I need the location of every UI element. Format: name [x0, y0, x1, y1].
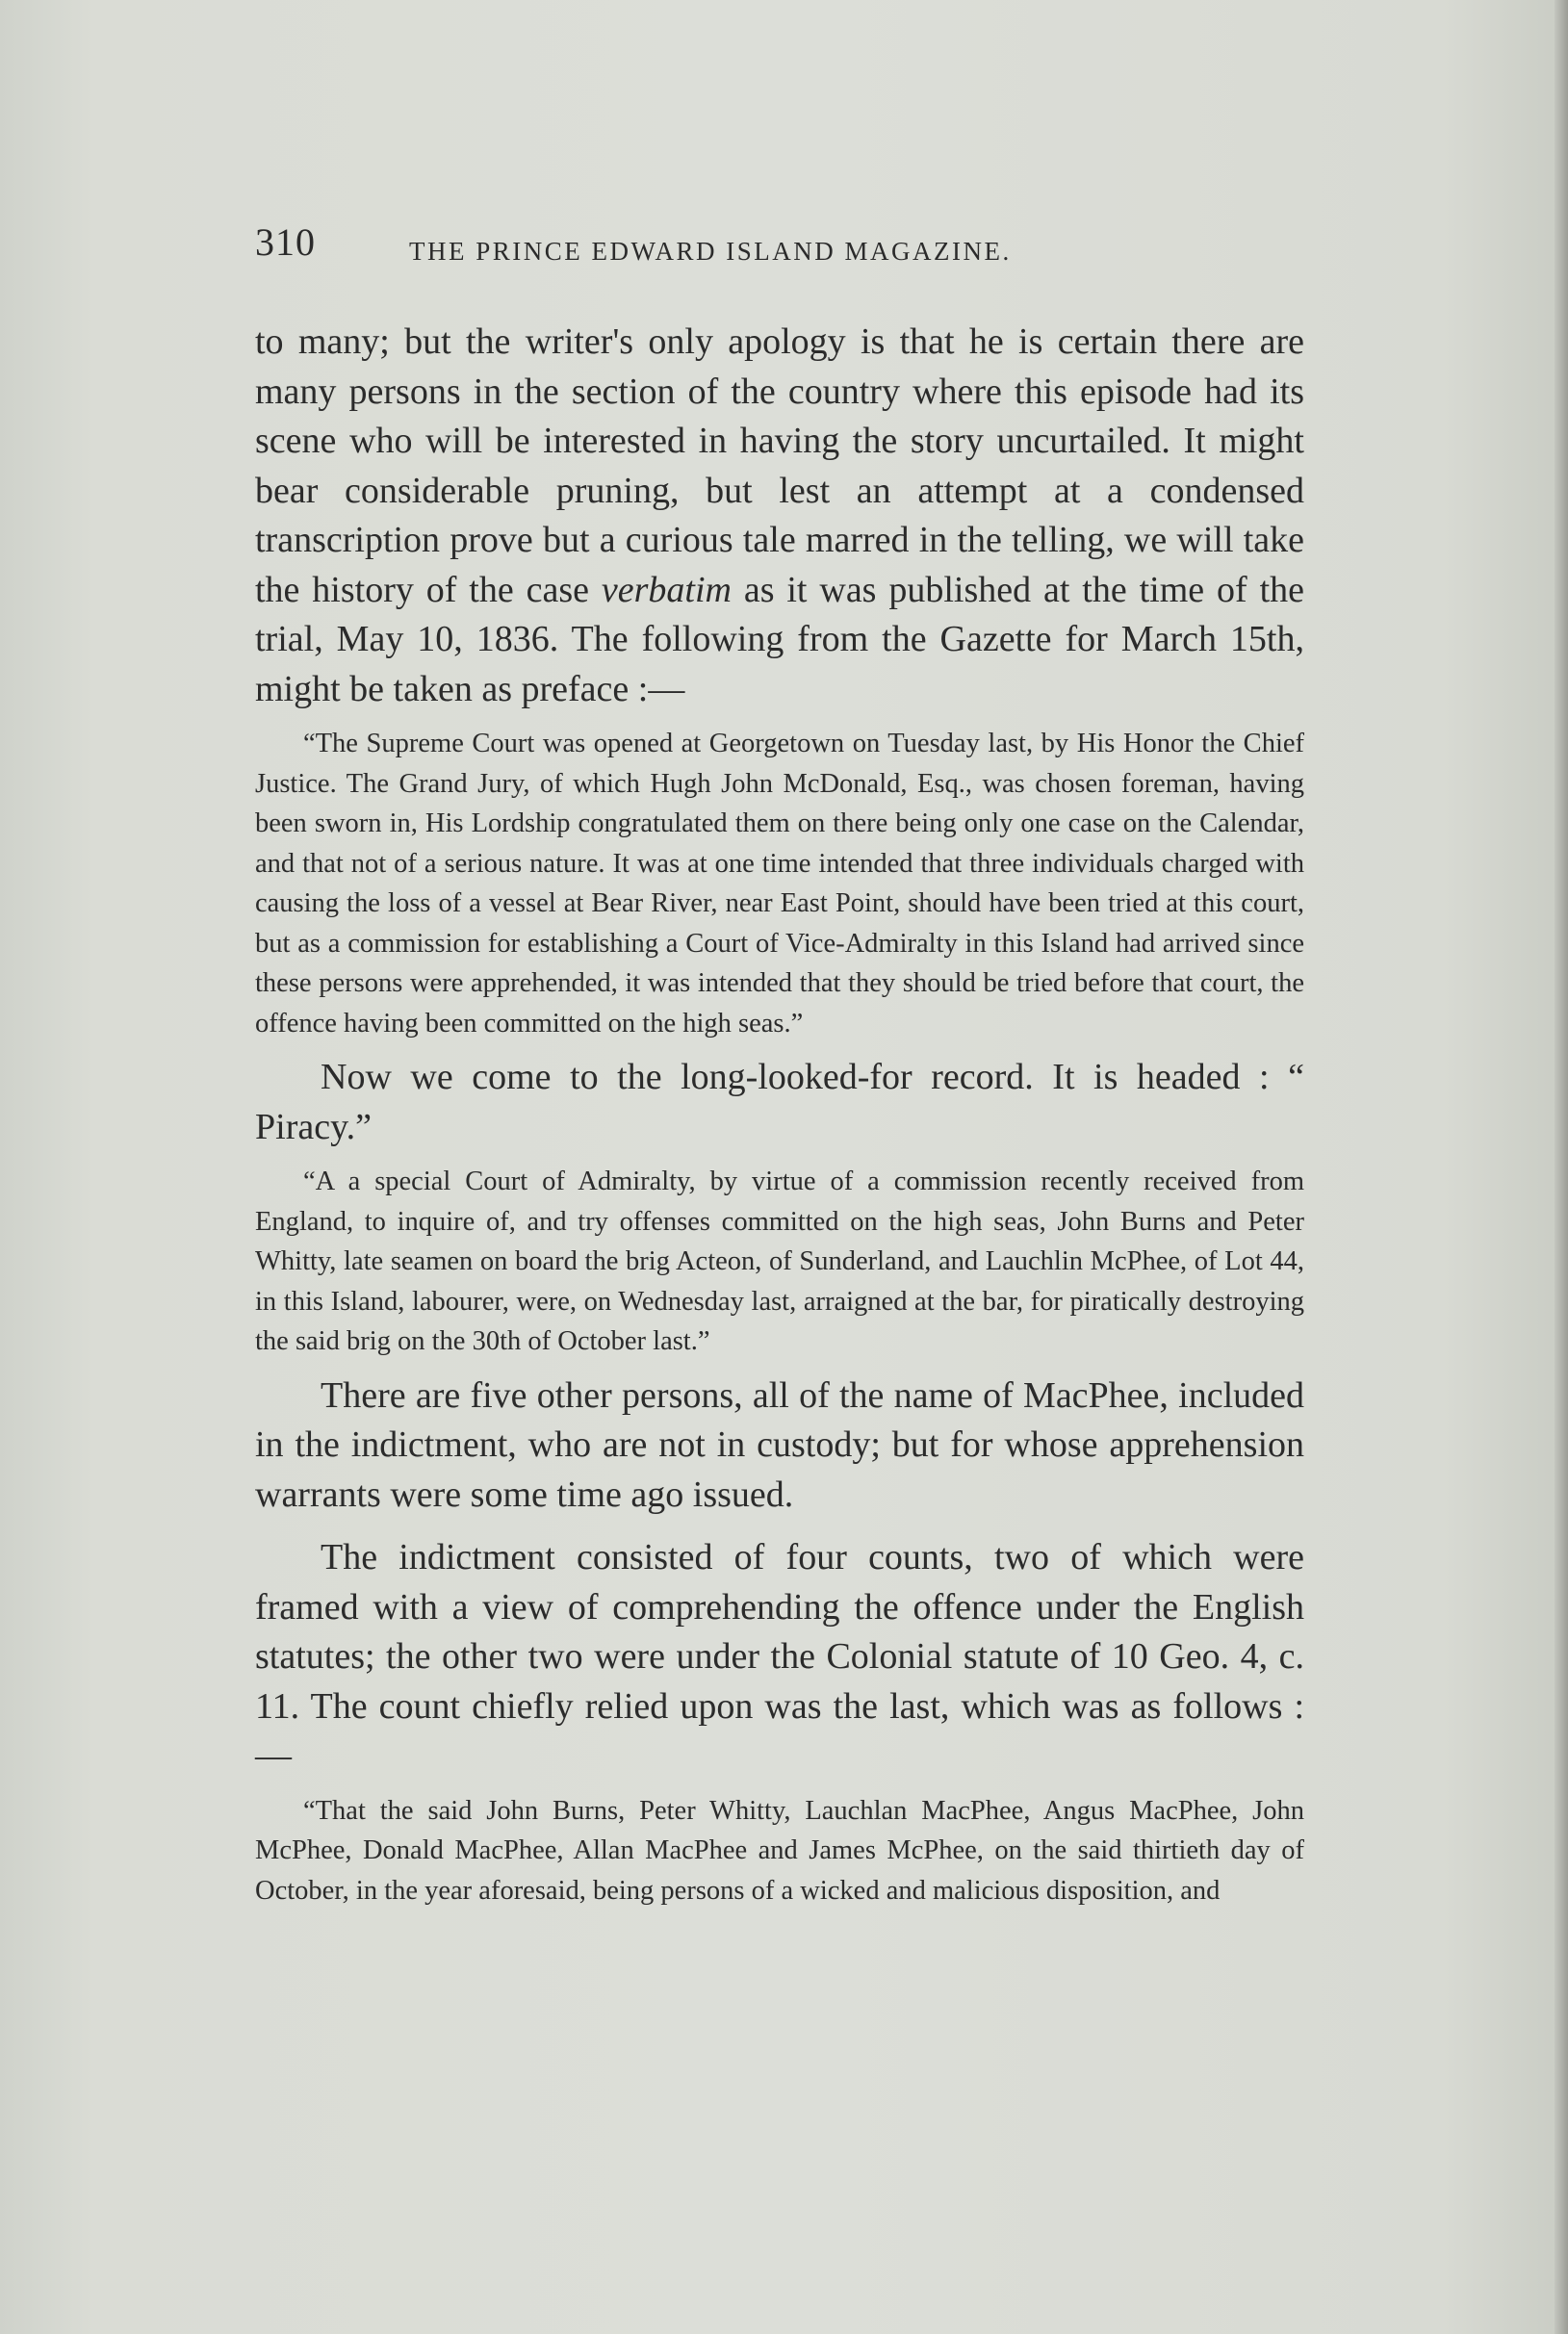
paragraph-1-text-a: to many; but the writer's only apology is that he is certain there are many persons in the section of the country where this episode had its scene who will be interested in having the story uncurtailed. It might bear considerable pruning, but lest an attempt at a condensed transcription prove but a curious tale marred in the telling, we will take the history of the case [255, 321, 1304, 610]
paragraph-3: There are five other persons, all of the name of MacPhee, included in the indictment, who are not in custody; but for whose apprehension warrants were some time ago issued. [255, 1374, 1304, 1515]
page-number: 310 [255, 220, 316, 264]
paragraph-1-italic: verbatim [601, 569, 732, 610]
article-body [255, 318, 1304, 1911]
running-title: THE PRINCE EDWARD ISLAND MAGAZINE. [409, 237, 1012, 266]
page-edge [1555, 0, 1568, 2334]
paragraph-2: Now we come to the long-looked-for record. It is headed : “ Piracy.” [255, 1057, 1304, 1147]
paragraph-1 [255, 318, 1304, 714]
page-header [255, 219, 1295, 277]
quote-admiralty: “A a special Court of Admiralty, by virtue of a commission recently received from England, to inquire of, and try offenses committed on the high seas, John Burns and Peter Whitty, late seamen on board the brig Acteon, of Sunderland, and Lauchlin McPhee, of Lot 44, in this Island, labourer, were, on Wednesday last, arraigned at the bar, for piratically destroying the said brig on the 30th of October last.” [255, 1167, 1304, 1356]
paragraph-1-text-b: as it was published at the time of the trial, May 10, 1836. The following from the Gazette for March 15th, might be taken as preface :— [255, 569, 1304, 709]
quote-gazette: “The Supreme Court was opened at Georgetown on Tuesday last, by His Honor the Chief Justice. The Grand Jury, of which Hugh John McDonald, Esq., was chosen foreman, having been sworn in, His Lordship congratulated them on there being only one case on the Calendar, and that not of a serious nature. It was at one time intended that three individuals charged with causing the loss of a vessel at Bear River, near East Point, should have been tried at this court, but as a commission for establishing a Court of Vice-Admiralty in this Island had arrived since these persons were apprehended, it was intended that they should be tried before that court, the offence having been committed on the high seas.” [255, 729, 1304, 1039]
paragraph-4: The indictment consisted of four counts, two of which were framed with a view of comprehending the offence under the English statutes; the other two were under the Colonial statute of 10 Geo. 4, c. 11. The count chiefly relied upon was the last, which was as follows :— [255, 1537, 1304, 1776]
quote-count: “That the said John Burns, Peter Whitty, Lauchlan MacPhee, Angus MacPhee, John McPhee, Donald MacPhee, Allan MacPhee and James McPhee, on the said thirtieth day of October, in the year aforesaid, being persons of a wicked and malicious disposition, and [255, 1795, 1304, 1906]
